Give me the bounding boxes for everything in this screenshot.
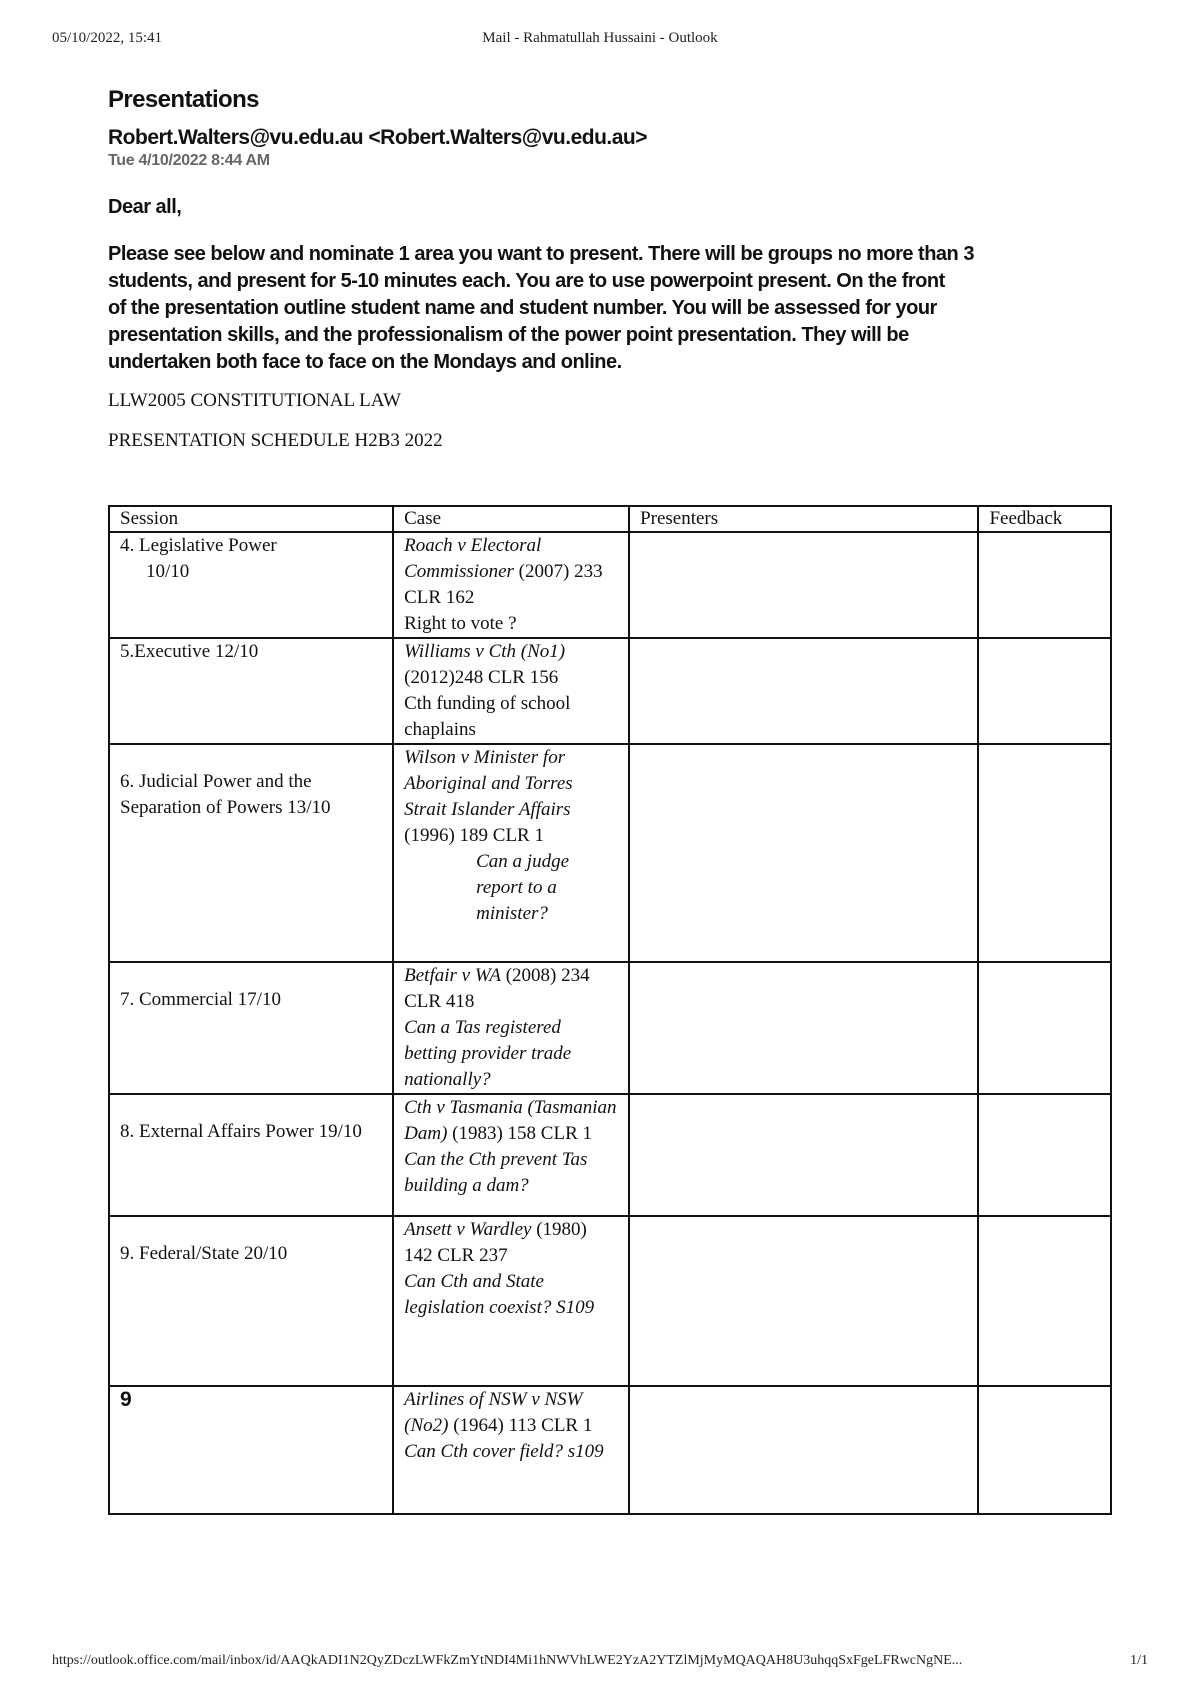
case-question: Cth funding of school chaplains — [404, 693, 571, 740]
case-name: Airlines of NSW v NSW (No2) — [404, 1389, 583, 1436]
case-cell — [393, 962, 629, 1094]
presenters-cell[interactable] — [629, 638, 978, 744]
email-greeting: Dear all, — [108, 196, 182, 218]
email-sender[interactable]: Robert.Walters@vu.edu.au <Robert.Walters@vu.edu.au> — [108, 126, 648, 149]
message-line: undertaken both face to face on the Mondays and online. — [108, 351, 622, 373]
session-cell: 6. Judicial Power and the Separation of Powers 13/10 — [109, 744, 393, 962]
presenters-cell[interactable] — [629, 1094, 978, 1216]
session-label: 4. Legislative Power — [120, 535, 277, 556]
case-cell — [393, 1386, 629, 1514]
email-reading-pane — [108, 86, 1108, 452]
email-subject: Presentations — [108, 86, 259, 113]
message-line: of the presentation outline student name and student number. You will be assessed for your — [108, 297, 937, 319]
feedback-cell[interactable] — [978, 638, 1111, 744]
case-citation: (2008) 234 CLR 418 — [404, 965, 590, 1012]
header-session: Session — [109, 506, 393, 532]
session-date: 10/10 — [146, 561, 190, 582]
session-cell: 7. Commercial 17/10 — [109, 962, 393, 1094]
table-header-row — [109, 506, 1111, 532]
print-datetime: 05/10/2022, 15:41 — [52, 30, 163, 46]
case-cell — [393, 744, 629, 962]
case-cell — [393, 638, 629, 744]
feedback-cell[interactable] — [978, 1094, 1111, 1216]
print-header — [52, 30, 1148, 52]
case-question: Right to vote ? — [404, 613, 517, 634]
case-citation: (1983) 158 CLR 1 — [452, 1123, 593, 1144]
session-cell: 9. Federal/State 20/10 — [109, 1216, 393, 1386]
print-page-number: 1/1 — [1130, 1653, 1148, 1668]
table-row — [109, 638, 1111, 744]
case-name: Roach v Electoral Commissioner — [404, 535, 542, 582]
presenters-cell[interactable] — [629, 1216, 978, 1386]
case-question: Can Cth cover field? s109 — [404, 1441, 604, 1462]
case-name: Betfair v WA — [404, 965, 501, 986]
feedback-cell[interactable] — [978, 1386, 1111, 1514]
case-question: Can Cth and State legislation coexist? S109 — [404, 1271, 595, 1318]
presenters-cell[interactable] — [629, 744, 978, 962]
message-line: presentation skills, and the professionalism of the power point presentation. They will be — [108, 324, 909, 346]
case-question: Can a Tas registered betting provider trade nationally? — [404, 1017, 572, 1090]
case-name: Ansett v Wardley — [404, 1219, 532, 1240]
case-citation: (2012)248 CLR 156 — [404, 667, 559, 688]
table-row — [109, 532, 1111, 638]
session-cell: 5.Executive 12/10 — [109, 638, 393, 744]
feedback-cell[interactable] — [978, 1216, 1111, 1386]
schedule-title: PRESENTATION SCHEDULE H2B3 2022 — [108, 430, 443, 451]
unit-title: LLW2005 CONSTITUTIONAL LAW — [108, 390, 401, 411]
case-cell — [393, 532, 629, 638]
case-name: Wilson v Minister for Aboriginal and Torres Strait Islander Affairs — [404, 747, 573, 820]
table-row — [109, 1386, 1111, 1514]
case-cell — [393, 1094, 629, 1216]
email-message — [108, 241, 1118, 376]
message-line: students, and present for 5-10 minutes each. You are to use powerpoint present. On the front — [108, 270, 945, 292]
session-cell: 8. External Affairs Power 19/10 — [109, 1094, 393, 1216]
print-page-title: Mail - Rahmatullah Hussaini - Outlook — [482, 30, 718, 46]
print-url[interactable]: https://outlook.office.com/mail/inbox/id/AAQkADI1N2QyZDczLWFkZmYtNDI4Mi1hNWVhLWE2YzA2YTZlMjMyMQAQAH8U3uhqqSxFgeLFRwcNgNE... — [52, 1653, 963, 1668]
table-row — [109, 1094, 1111, 1216]
email-sent-date: Tue 4/10/2022 8:44 AM — [108, 152, 270, 169]
feedback-cell[interactable] — [978, 744, 1111, 962]
header-feedback: Feedback — [978, 506, 1111, 532]
header-case: Case — [393, 506, 629, 532]
case-cell — [393, 1216, 629, 1386]
session-cell — [109, 532, 393, 638]
presenters-cell[interactable] — [629, 532, 978, 638]
session-cell: 9 — [109, 1386, 393, 1514]
case-citation: (1996) 189 CLR 1 — [404, 825, 544, 846]
feedback-cell[interactable] — [978, 532, 1111, 638]
presenters-cell[interactable] — [629, 962, 978, 1094]
case-question: Can the Cth prevent Tas building a dam? — [404, 1149, 588, 1196]
case-citation: (2007) 233 CLR 162 — [404, 561, 603, 608]
message-line: Please see below and nominate 1 area you want to present. There will be groups no more than 3 — [108, 243, 974, 265]
header-presenters: Presenters — [629, 506, 978, 532]
case-citation: (1980) 142 CLR 237 — [404, 1219, 587, 1266]
feedback-cell[interactable] — [978, 962, 1111, 1094]
table-row — [109, 1216, 1111, 1386]
table-row — [109, 962, 1111, 1094]
presentation-schedule-table — [108, 505, 1112, 1515]
case-citation: (1964) 113 CLR 1 — [453, 1415, 593, 1436]
table-row — [109, 744, 1111, 962]
case-name: Williams v Cth (No1) — [404, 641, 566, 662]
case-name: Cth v Tasmania (Tasmanian Dam) — [404, 1097, 617, 1144]
case-question: Can a judge report to a minister? — [476, 851, 570, 924]
presenters-cell[interactable] — [629, 1386, 978, 1514]
print-footer — [52, 1653, 1148, 1675]
